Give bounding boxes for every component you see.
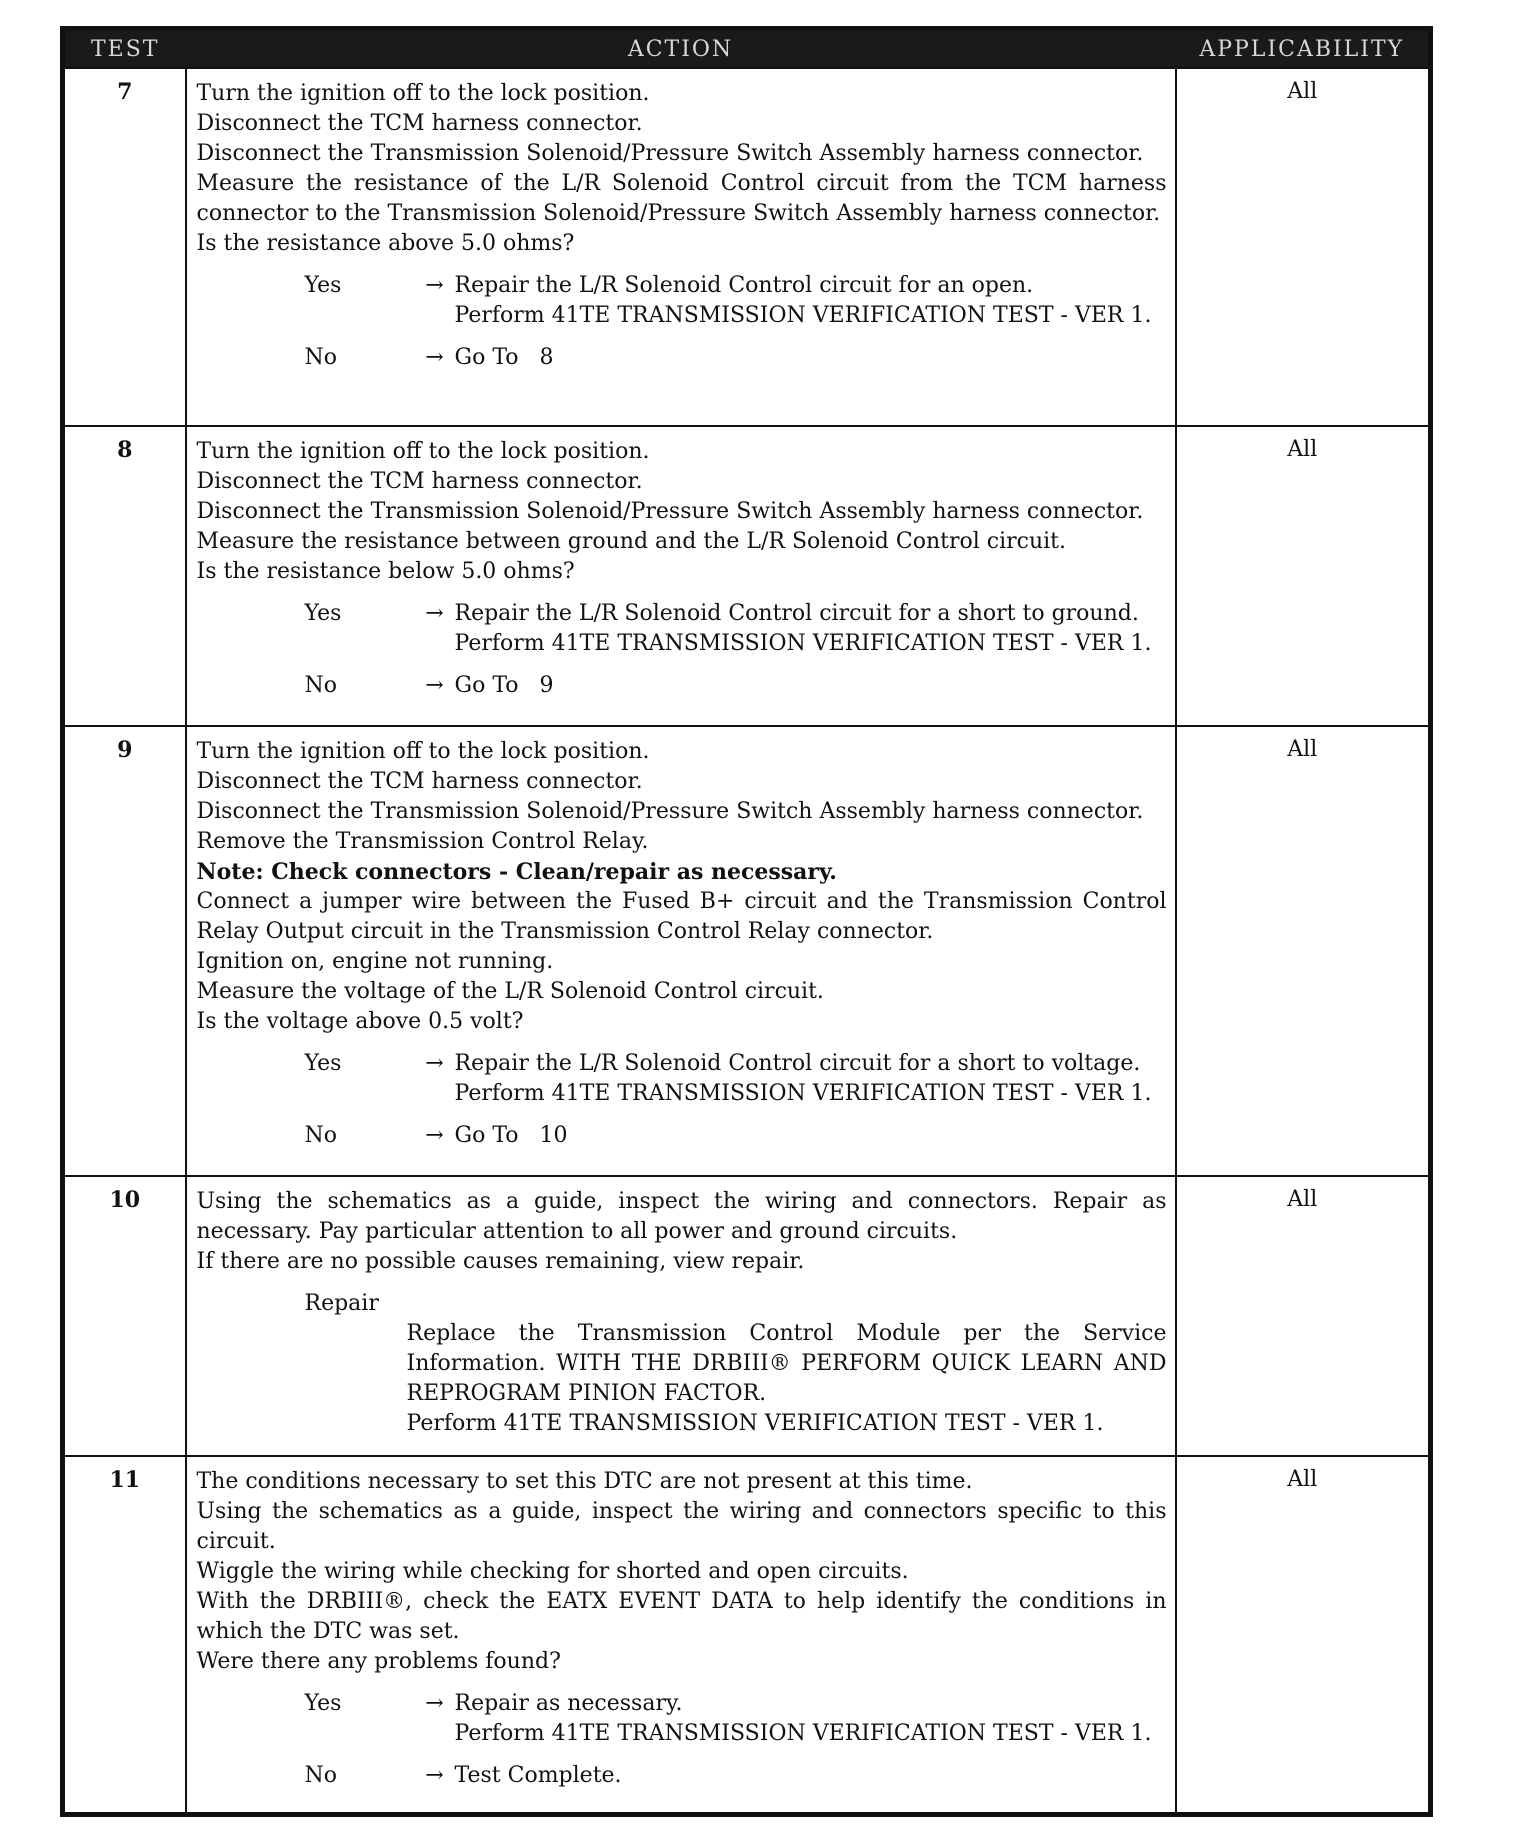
arrow-icon: → bbox=[425, 273, 444, 298]
arrow-icon: → bbox=[425, 1123, 444, 1148]
yes-result: Perform 41TE TRANSMISSION VERIFICATION TEST - VER 1. bbox=[454, 1721, 1152, 1746]
arrow-icon: → bbox=[425, 601, 444, 626]
no-outcome bbox=[305, 1121, 1167, 1151]
yes-outcome bbox=[305, 599, 1167, 659]
step-text: The conditions necessary to set this DTC are not present at this time. bbox=[196, 1469, 973, 1494]
step-text: Using the schematics as a guide, inspect the wiring and connectors. Repair as necessary. Pay particular attention to all power and ground circuits. bbox=[196, 1189, 1167, 1244]
action-cell bbox=[186, 68, 1176, 426]
step-text: Connect a jumper wire between the Fused B+ circuit and the Transmission Control Relay Output circuit in the Transmission Control Relay connector. bbox=[196, 889, 1167, 944]
no-label: No bbox=[304, 1123, 337, 1148]
header-applicability: APPLICABILITY bbox=[1176, 29, 1431, 69]
arrow-icon: → bbox=[425, 1763, 444, 1788]
step-text: Is the resistance below 5.0 ohms? bbox=[196, 559, 575, 584]
repair-label: Repair bbox=[304, 1291, 379, 1316]
table-row bbox=[63, 426, 1431, 726]
no-label: No bbox=[304, 345, 337, 370]
note-text: Note: Check connectors - Clean/repair as necessary. bbox=[196, 859, 837, 885]
yes-result: Repair the L/R Solenoid Control circuit for a short to voltage. bbox=[454, 1051, 1141, 1076]
yes-result: Perform 41TE TRANSMISSION VERIFICATION TEST - VER 1. bbox=[454, 303, 1152, 328]
no-result: Test Complete. bbox=[454, 1763, 622, 1788]
no-outcome bbox=[305, 343, 1167, 373]
step-text: Ignition on, engine not running. bbox=[196, 949, 554, 974]
table-row bbox=[63, 726, 1431, 1176]
step-text: Measure the voltage of the L/R Solenoid Control circuit. bbox=[196, 979, 824, 1004]
yes-outcome bbox=[305, 1049, 1167, 1109]
action-cell bbox=[186, 726, 1176, 1176]
repair-outcome bbox=[407, 1319, 1167, 1439]
action-cell bbox=[186, 1456, 1176, 1814]
diagnostic-test-table bbox=[60, 26, 1433, 1817]
table-row bbox=[63, 1176, 1431, 1456]
test-number: 9 bbox=[63, 726, 186, 1176]
step-text: Disconnect the TCM harness connector. bbox=[196, 111, 643, 136]
step-text: Turn the ignition off to the lock position. bbox=[196, 81, 650, 106]
step-text: Turn the ignition off to the lock position. bbox=[196, 439, 650, 464]
step-text: Disconnect the Transmission Solenoid/Pressure Switch Assembly harness connector. bbox=[196, 799, 1144, 824]
yes-label: Yes bbox=[304, 273, 342, 298]
test-number: 10 bbox=[63, 1176, 186, 1456]
step-text: Disconnect the TCM harness connector. bbox=[196, 469, 643, 494]
no-label: No bbox=[304, 1763, 337, 1788]
yes-label: Yes bbox=[304, 1051, 342, 1076]
step-text: Using the schematics as a guide, inspect the wiring and connectors specific to this circuit. bbox=[196, 1499, 1167, 1554]
test-number: 11 bbox=[63, 1456, 186, 1814]
yes-outcome bbox=[305, 271, 1167, 331]
test-number: 8 bbox=[63, 426, 186, 726]
applicability-value: All bbox=[1176, 68, 1431, 426]
no-outcome bbox=[305, 671, 1167, 701]
no-outcome bbox=[305, 1761, 1167, 1791]
step-text: Measure the resistance between ground and the L/R Solenoid Control circuit. bbox=[196, 529, 1066, 554]
repair-result: Replace the Transmission Control Module per the Service Information. WITH THE DRBIII® PERFORM QUICK LEARN AND REPROGRAM PINION FACTOR. bbox=[406, 1321, 1167, 1406]
yes-result: Repair as necessary. bbox=[454, 1691, 683, 1716]
step-text: Remove the Transmission Control Relay. bbox=[196, 829, 649, 854]
applicability-value: All bbox=[1176, 726, 1431, 1176]
yes-outcome bbox=[305, 1689, 1167, 1749]
repair-result: Perform 41TE TRANSMISSION VERIFICATION TEST - VER 1. bbox=[406, 1411, 1104, 1436]
yes-label: Yes bbox=[304, 1691, 342, 1716]
no-label: No bbox=[304, 673, 337, 698]
step-text: Measure the resistance of the L/R Solenoid Control circuit from the TCM harness connector to the Transmission Solenoid/Pressure Switch Assembly harness connector. bbox=[196, 171, 1167, 226]
table-row bbox=[63, 68, 1431, 426]
arrow-icon: → bbox=[425, 345, 444, 370]
step-text: Disconnect the TCM harness connector. bbox=[196, 769, 643, 794]
step-text: Disconnect the Transmission Solenoid/Pressure Switch Assembly harness connector. bbox=[196, 499, 1144, 524]
applicability-value: All bbox=[1176, 426, 1431, 726]
header-test: TEST bbox=[63, 29, 186, 69]
yes-result: Perform 41TE TRANSMISSION VERIFICATION TEST - VER 1. bbox=[454, 1081, 1152, 1106]
step-text: Is the resistance above 5.0 ohms? bbox=[196, 231, 575, 256]
yes-label: Yes bbox=[304, 601, 342, 626]
no-result: Go To 9 bbox=[454, 673, 554, 698]
step-text: Is the voltage above 0.5 volt? bbox=[196, 1009, 524, 1034]
table-row bbox=[63, 1456, 1431, 1814]
no-result: Go To 10 bbox=[454, 1123, 568, 1148]
step-text: Turn the ignition off to the lock position. bbox=[196, 739, 650, 764]
arrow-icon: → bbox=[425, 1051, 444, 1076]
step-text: Were there any problems found? bbox=[196, 1649, 561, 1674]
step-text: Disconnect the Transmission Solenoid/Pressure Switch Assembly harness connector. bbox=[196, 141, 1144, 166]
arrow-icon: → bbox=[425, 673, 444, 698]
no-result: Go To 8 bbox=[454, 345, 554, 370]
yes-result: Repair the L/R Solenoid Control circuit for a short to ground. bbox=[454, 601, 1139, 626]
test-number: 7 bbox=[63, 68, 186, 426]
yes-result: Repair the L/R Solenoid Control circuit for an open. bbox=[454, 273, 1034, 298]
step-text: Wiggle the wiring while checking for shorted and open circuits. bbox=[196, 1559, 909, 1584]
applicability-value: All bbox=[1176, 1456, 1431, 1814]
applicability-value: All bbox=[1176, 1176, 1431, 1456]
table-header-row bbox=[63, 29, 1431, 69]
step-text: If there are no possible causes remaining, view repair. bbox=[196, 1249, 805, 1274]
action-cell bbox=[186, 1176, 1176, 1456]
header-action: ACTION bbox=[186, 29, 1176, 69]
action-cell bbox=[186, 426, 1176, 726]
yes-result: Perform 41TE TRANSMISSION VERIFICATION TEST - VER 1. bbox=[454, 631, 1152, 656]
arrow-icon: → bbox=[425, 1691, 444, 1716]
step-text: With the DRBIII®, check the EATX EVENT DATA to help identify the conditions in which the DTC was set. bbox=[196, 1589, 1167, 1644]
